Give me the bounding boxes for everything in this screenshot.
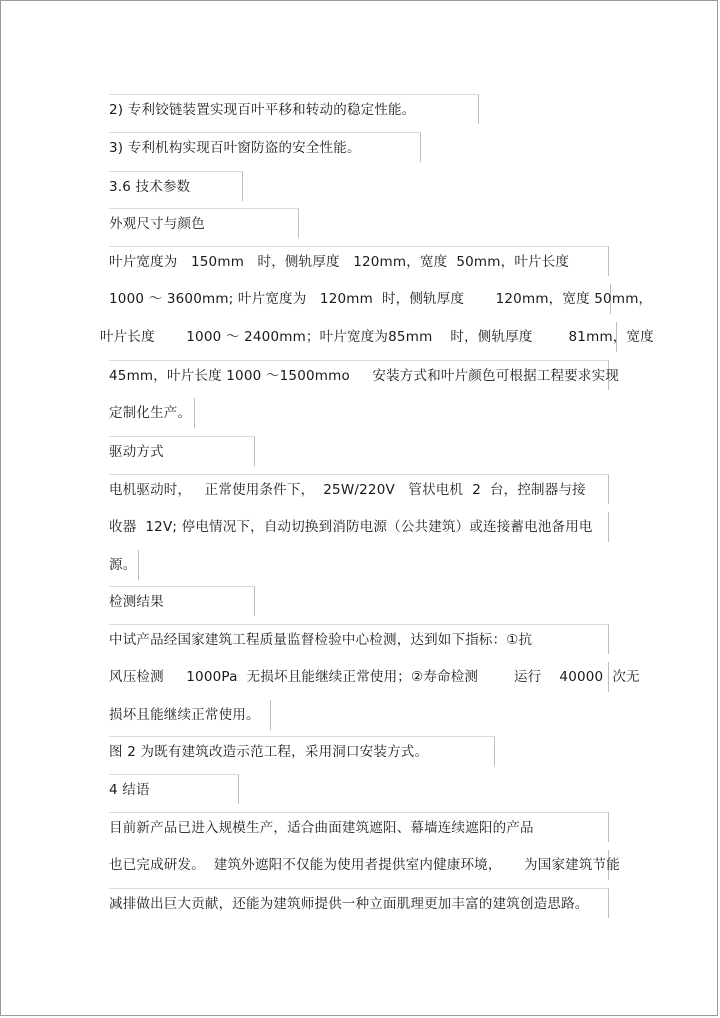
subheading-test-results: 检测结果	[109, 586, 255, 616]
text-line-13: 源。	[109, 550, 139, 580]
text-line-9: 定制化生产。	[109, 398, 195, 428]
text-line-5: 叶片宽度为 150mm 时，侧轨厚度 120mm，宽度 50mm，叶片长度	[109, 246, 609, 276]
text-line-7: 叶片长度 1000 ～ 2400mm；叶片宽度为85mm 时，侧轨厚度 81mm，宽度	[100, 322, 617, 352]
text-line-8: 45mm，叶片长度 1000 ～1500mmo 安装方式和叶片颜色可根据工程要求实现	[109, 360, 609, 390]
text-line-15: 中试产品经国家建筑工程质量监督检验中心检测，达到如下指标：①抗	[109, 624, 609, 654]
text-line-2: 3) 专利机构实现百叶窗防盗的安全性能。	[109, 132, 421, 162]
text-line-1: 2) 专利铰链装置实现百叶平移和转动的稳定性能。	[109, 94, 479, 124]
text-line-20: 目前新产品已进入规模生产，适合曲面建筑遮阳、幕墙连续遮阳的产品	[109, 812, 609, 842]
text-line-6: 1000 ～ 3600mm; 叶片宽度为 120mm 时，侧轨厚度 120mm，宽度 50mm，	[109, 284, 611, 314]
subheading-drive: 驱动方式	[109, 436, 255, 466]
text-line-17: 损坏且能继续正常使用。	[109, 700, 271, 730]
section-heading-4: 4 结语	[109, 774, 239, 804]
figure-caption-reference: 图 2 为既有建筑改造示范工程，采用洞口安装方式。	[109, 736, 495, 766]
section-heading-3-6: 3.6 技术参数	[109, 171, 243, 201]
text-line-22: 减排做出巨大贡献，还能为建筑师提供一种立面肌理更加丰富的建筑创造思路。	[109, 888, 609, 918]
text-line-11: 电机驱动时， 正常使用条件下， 25W/220V 管状电机 2 台，控制器与接	[109, 474, 609, 504]
text-line-16: 风压检测 1000Pa 无损坏且能继续正常使用；②寿命检测 运行 40000 次无	[109, 662, 609, 692]
text-line-21: 也已完成研发。 建筑外遮阳不仅能为使用者提供室内健康环境， 为国家建筑节能	[109, 850, 609, 880]
text-line-12: 收器 12V; 停电情况下，自动切换到消防电源（公共建筑）或连接蓄电池备用电	[109, 512, 609, 542]
subheading-appearance: 外观尺寸与颜色	[109, 208, 299, 238]
